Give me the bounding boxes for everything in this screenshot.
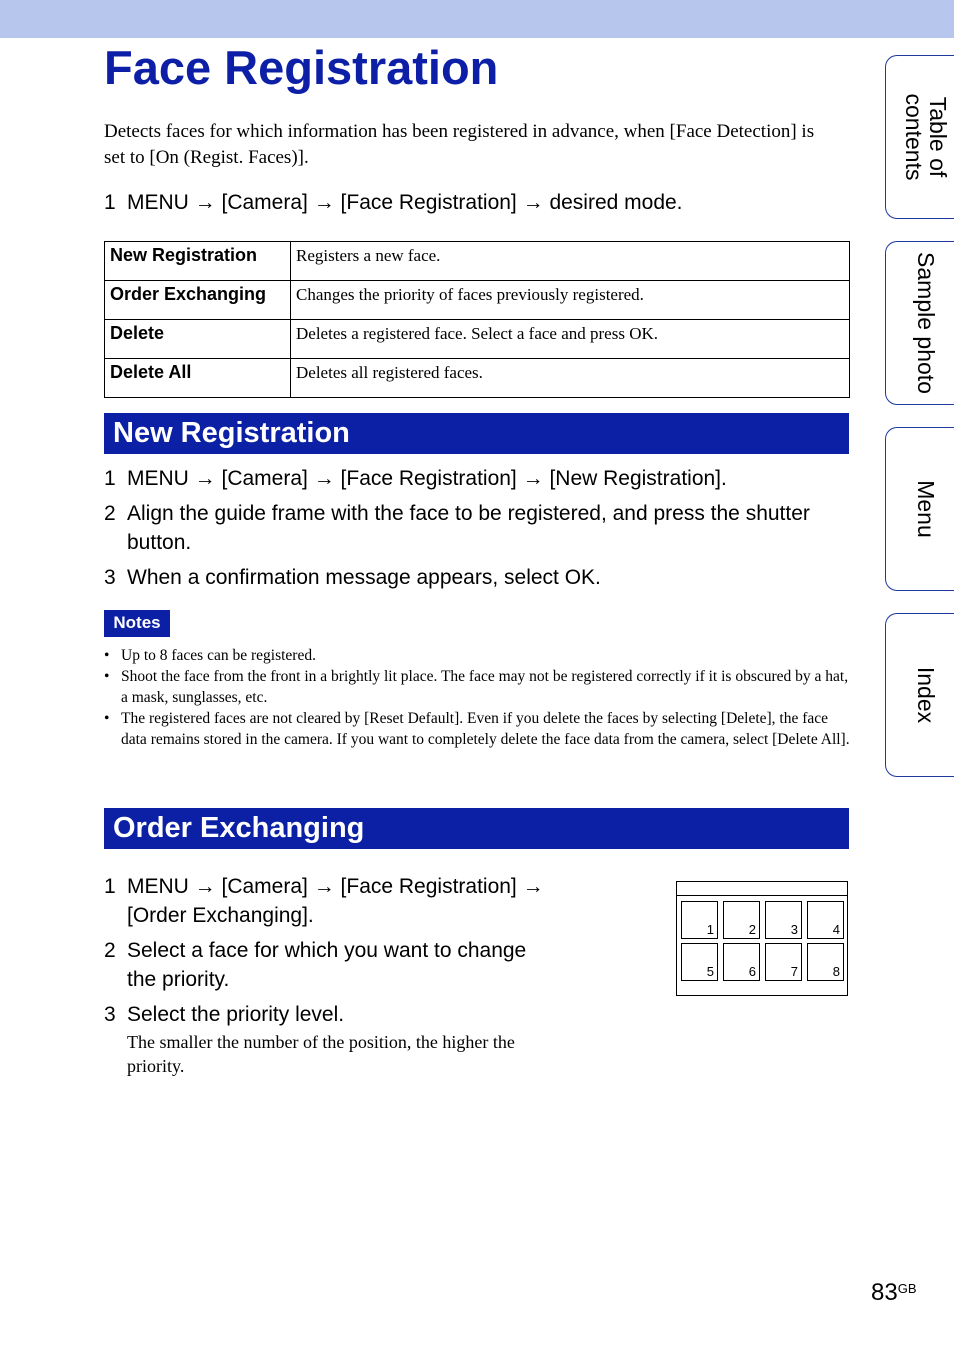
- step-text: MENU → [Camera] → [Face Registration] → desired mode.: [127, 191, 683, 214]
- note-text: Up to 8 faces can be registered.: [121, 647, 316, 664]
- tab-label: Index: [912, 666, 939, 724]
- mode-name: Order Exchanging: [105, 281, 291, 320]
- mode-desc: Deletes all registered faces.: [291, 359, 850, 398]
- page-title: Face Registration: [104, 41, 499, 94]
- grid-cell: 4: [807, 901, 844, 939]
- section-heading-new-registration: New Registration: [104, 413, 849, 454]
- intro-step: [104, 188, 850, 217]
- section-heading-order-exchanging: Order Exchanging: [104, 808, 849, 849]
- mode-desc: Deletes a registered face. Select a face and press OK.: [291, 320, 850, 359]
- step-text: Select the priority level.: [127, 1003, 345, 1026]
- grid-cell: 5: [681, 943, 718, 981]
- mode-name: Delete All: [105, 359, 291, 398]
- tab-index[interactable]: [885, 613, 954, 777]
- new-reg-step-2: [104, 499, 850, 557]
- grid-cell: 1: [681, 901, 718, 939]
- list-item: • Up to 8 faces can be registered.: [104, 647, 316, 664]
- step-text: Select a face for which you want to change the priority.: [127, 939, 527, 991]
- mode-name: New Registration: [105, 242, 291, 281]
- mode-desc: Changes the priority of faces previously registered.: [291, 281, 850, 320]
- tab-label: Table of contents: [900, 93, 951, 181]
- tab-label: Sample photo: [912, 252, 939, 394]
- new-reg-step-3: [104, 563, 850, 592]
- grid-cell: 7: [765, 943, 802, 981]
- tab-label: Menu: [912, 480, 939, 538]
- mode-desc: Registers a new face.: [291, 242, 850, 281]
- notes-badge: Notes: [104, 610, 170, 637]
- step-text: When a confirmation message appears, select OK.: [127, 566, 601, 589]
- grid-header-strip: [677, 882, 847, 896]
- step-number: 1: [104, 467, 116, 490]
- grid-cell: 2: [723, 901, 760, 939]
- order-step-1: [104, 872, 559, 930]
- table-row: [105, 359, 850, 398]
- page-suffix: GB: [897, 1281, 917, 1296]
- new-reg-step-1: [104, 464, 850, 493]
- note-text: The registered faces are not cleared by [Reset Default]. Even if you delete the faces by selecting [Delete], the face data remains stored in the camera. If you want to completely delete the face data from the camera, select [Delete All].: [121, 710, 850, 748]
- step-text: Align the guide frame with the face to be registered, and press the shutter button.: [127, 502, 810, 554]
- intro-text: Detects faces for which information has been registered in advance, when [Face Detection] is set to [On (Regist. Faces)].: [104, 121, 815, 168]
- list-item: • The registered faces are not cleared by [Reset Default]. Even if you delete the faces by selecting [Delete], the face data remains stored in the camera. If you want to completely delete the face data from the camera, select [Delete All].: [104, 710, 850, 748]
- notes-list: [104, 645, 850, 750]
- step-text: MENU → [Camera] → [Face Registration] → [Order Exchanging].: [127, 875, 544, 927]
- priority-grid-illustration: [676, 881, 848, 996]
- step-number: 2: [104, 502, 116, 525]
- top-bar: [0, 0, 954, 38]
- order-step-3: [104, 1000, 559, 1029]
- table-row: [105, 281, 850, 320]
- mode-name: Delete: [105, 320, 291, 359]
- grid-cell: 6: [723, 943, 760, 981]
- note-text: Shoot the face from the front in a brightly lit place. The face may not be registered correctly if it is obscured by a hat, a mask, sunglasses, etc.: [121, 668, 849, 706]
- page-number-value: 83: [871, 1279, 898, 1306]
- step-number: 3: [104, 566, 116, 589]
- order-step-2: [104, 936, 559, 994]
- tab-table-of-contents[interactable]: [885, 55, 954, 219]
- list-item: • Shoot the face from the front in a brightly lit place. The face may not be registered correctly if it is obscured by a hat, a mask, sunglasses, etc.: [104, 668, 849, 706]
- step-number: 1: [104, 191, 116, 214]
- page-number: [871, 1279, 917, 1307]
- table-row: [105, 320, 850, 359]
- step-number: 1: [104, 875, 116, 898]
- step-number: 2: [104, 939, 116, 962]
- mode-table: [104, 241, 850, 398]
- tab-menu[interactable]: [885, 427, 954, 591]
- grid-cell: 3: [765, 901, 802, 939]
- table-row: [105, 242, 850, 281]
- grid-cell: 8: [807, 943, 844, 981]
- priority-explanation: The smaller the number of the position, the higher the priority.: [127, 1032, 515, 1076]
- tab-sample-photo[interactable]: [885, 241, 954, 405]
- step-text: MENU → [Camera] → [Face Registration] → [New Registration].: [127, 467, 727, 490]
- step-number: 3: [104, 1003, 116, 1026]
